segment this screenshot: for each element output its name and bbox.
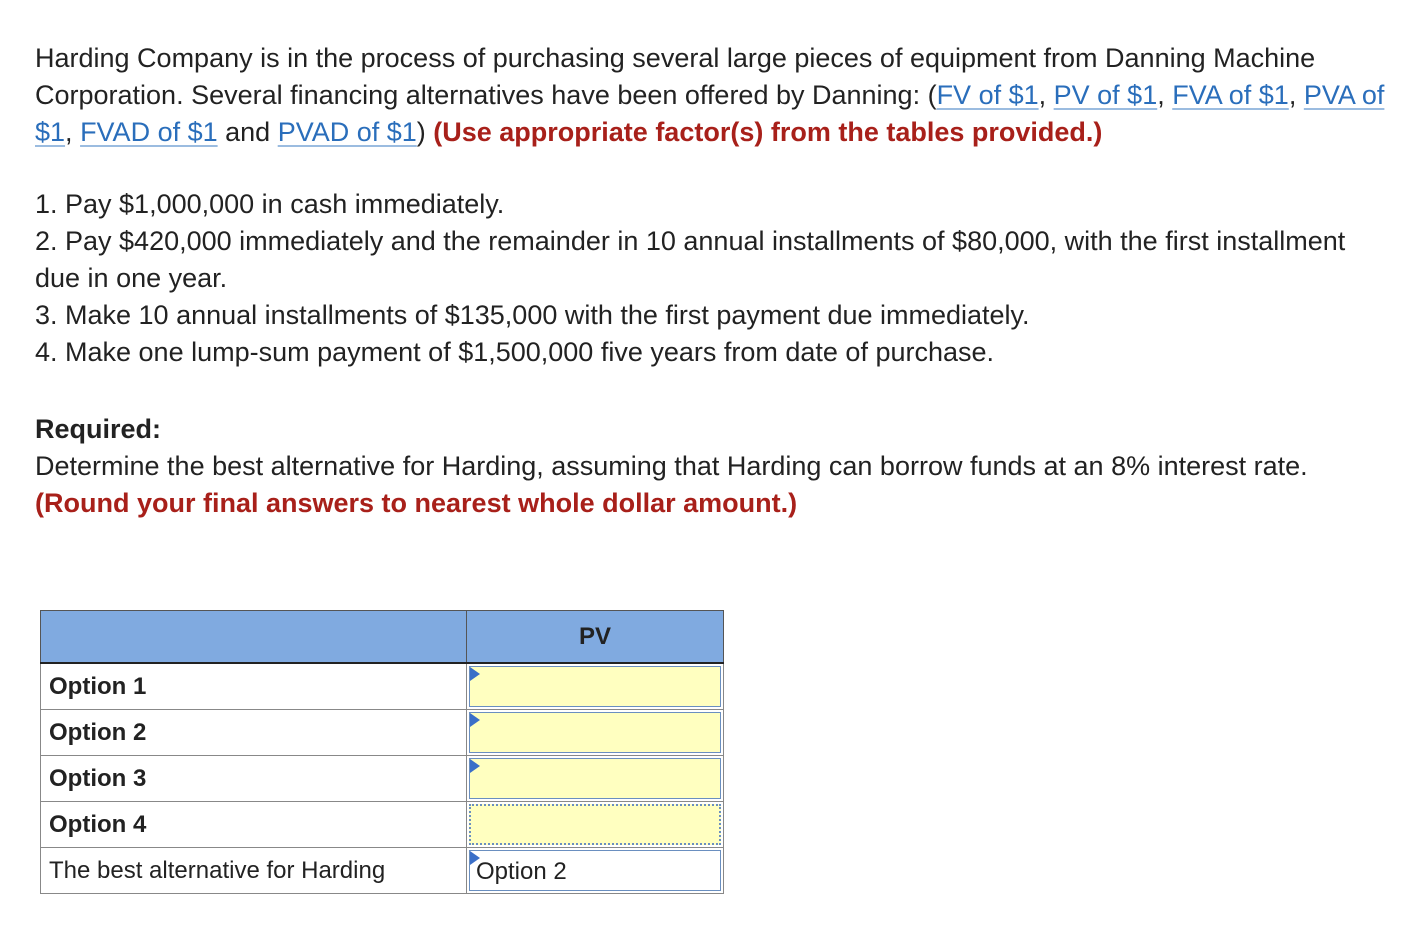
- table-row: [41, 756, 724, 802]
- best-alternative-select[interactable]: [469, 850, 721, 891]
- required-heading: Required:: [35, 414, 162, 444]
- alternative-2: 2. Pay $420,000 immediately and the remainder in 10 annual installments of $80,000, with the first installment due in one year.: [35, 226, 1346, 293]
- answer-table-wrapper: [40, 610, 724, 894]
- table-header-row: [41, 611, 724, 664]
- required-text: Determine the best alternative for Harding, assuming that Harding can borrow funds at an 8% interest rate.: [35, 451, 1308, 481]
- pv-cell-option-1: [467, 663, 724, 710]
- link-pvad-of-1[interactable]: PVAD of $1: [277, 117, 417, 147]
- row-label-option-1: Option 1: [41, 663, 467, 710]
- input-marker-icon: [470, 759, 480, 773]
- separator: ,: [65, 117, 81, 147]
- input-marker-icon: [470, 713, 480, 727]
- table-row: [41, 663, 724, 710]
- intro-paragraph: [35, 40, 1385, 151]
- header-pv: PV: [467, 611, 724, 664]
- link-pv-of-1[interactable]: PV of $1: [1053, 80, 1158, 110]
- alternative-4: 4. Make one lump-sum payment of $1,500,000 five years from date of purchase.: [35, 337, 995, 367]
- link-fvad-of-1[interactable]: FVAD of $1: [80, 117, 218, 147]
- pv-input-option-1[interactable]: [469, 666, 721, 707]
- intro-text: Harding Company is in the process of purchasing several large pieces of equipment from Danning Machine Corporation. Several financing alternatives have been offered by Danning: (: [35, 43, 1316, 110]
- pv-cell-option-4: [467, 802, 724, 848]
- alternatives-list: [35, 186, 1385, 371]
- pv-input-option-4[interactable]: [469, 804, 721, 845]
- separator: ,: [1038, 80, 1054, 110]
- alternative-1: 1. Pay $1,000,000 in cash immediately.: [35, 189, 505, 219]
- alternative-3: 3. Make 10 annual installments of $135,000 with the first payment due immediately.: [35, 300, 1030, 330]
- link-fv-of-1[interactable]: FV of $1: [936, 80, 1039, 110]
- answer-table: [40, 610, 724, 894]
- separator: and: [217, 117, 278, 147]
- separator: ): [416, 117, 434, 147]
- table-row: [41, 802, 724, 848]
- row-label-option-2: Option 2: [41, 710, 467, 756]
- row-label-option-3: Option 3: [41, 756, 467, 802]
- best-alternative-cell: [467, 848, 724, 894]
- pv-cell-option-3: [467, 756, 724, 802]
- header-blank: [41, 611, 467, 664]
- required-paragraph: [35, 448, 1385, 522]
- table-row: [41, 710, 724, 756]
- link-fva-of-1[interactable]: FVA of $1: [1172, 80, 1289, 110]
- row-label-option-4: Option 4: [41, 802, 467, 848]
- factor-instruction: (Use appropriate factor(s) from the tables provided.): [433, 117, 1103, 147]
- best-alternative-value: Option 2: [476, 858, 567, 885]
- pv-input-option-3[interactable]: [469, 758, 721, 799]
- pv-input-option-2[interactable]: [469, 712, 721, 753]
- question-content: [35, 40, 1385, 522]
- pv-cell-option-2: [467, 710, 724, 756]
- rounding-instruction: (Round your final answers to nearest whole dollar amount.): [35, 488, 798, 518]
- row-label-best-alternative: The best alternative for Harding: [41, 848, 467, 894]
- link-pva-of-1[interactable]: PVA of $1: [35, 80, 1385, 147]
- separator: ,: [1288, 80, 1304, 110]
- table-row: [41, 848, 724, 894]
- input-marker-icon: [470, 667, 480, 681]
- separator: ,: [1157, 80, 1173, 110]
- dropdown-marker-icon: [470, 851, 480, 865]
